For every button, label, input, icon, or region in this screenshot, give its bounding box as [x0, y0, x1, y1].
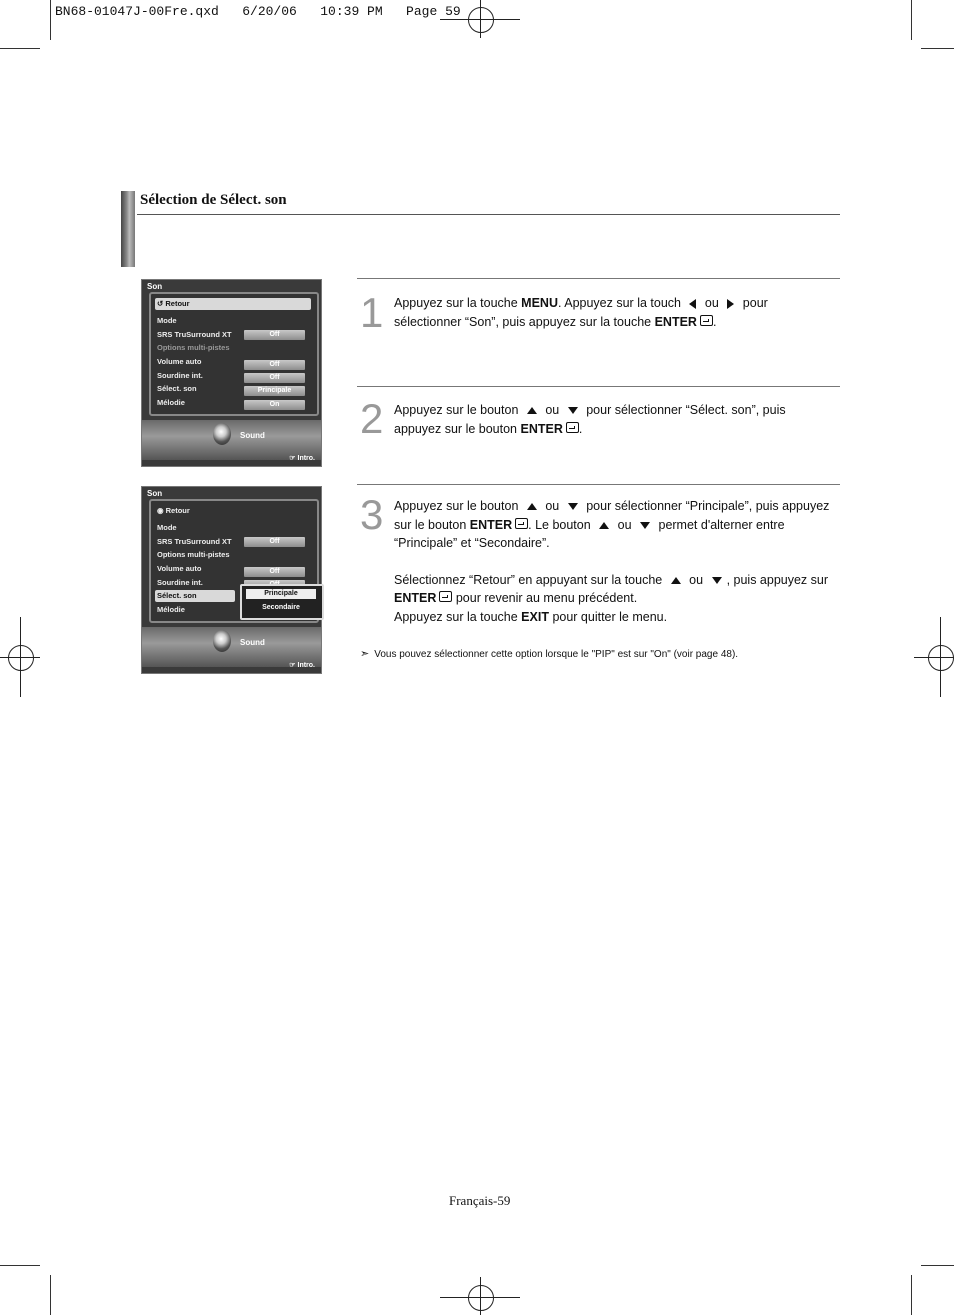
- crop-mark: [921, 48, 954, 49]
- registration-mark-icon: [928, 645, 954, 671]
- registration-line: [914, 657, 954, 658]
- step-number: 3: [360, 491, 384, 538]
- menu-item[interactable]: Options multi-pistes: [157, 550, 230, 559]
- menu-item[interactable]: SRS TruSurround XT Off: [155, 329, 311, 341]
- return-icon: ↺: [157, 299, 166, 308]
- menu-value: Off: [244, 330, 305, 340]
- registration-line: [480, 0, 481, 38]
- tv-menu-panel: [149, 292, 319, 416]
- dropdown-option-principale[interactable]: Principale: [246, 589, 316, 599]
- section-title: Sélection de Sélect. son: [140, 192, 287, 208]
- step-rule: [357, 484, 840, 485]
- crop-mark: [911, 1275, 912, 1315]
- crop-mark: [50, 1275, 51, 1315]
- step-3-paragraph: Appuyez sur la touche EXIT pour quitter le menu.: [394, 609, 668, 624]
- registration-line: [940, 617, 941, 697]
- sound-label: Sound: [240, 431, 265, 440]
- sound-label: Sound: [240, 638, 265, 647]
- step-3-text: [394, 497, 834, 626]
- intro-hint: ☞ Intro.: [289, 455, 315, 462]
- step-number: 2: [360, 395, 384, 442]
- down-arrow-icon: [712, 577, 722, 584]
- crop-mark: [0, 1265, 40, 1266]
- menu-item-selected[interactable]: Sélect. son: [155, 590, 235, 602]
- registration-line: [480, 1277, 481, 1315]
- menu-item[interactable]: Mélodie On: [155, 397, 311, 409]
- up-arrow-icon: [599, 522, 609, 529]
- registration-line: [20, 617, 21, 697]
- menu-value: Principale: [244, 386, 305, 396]
- menu-item-retour[interactable]: ↺ Retour: [155, 298, 311, 310]
- step-rule: [357, 386, 840, 387]
- down-arrow-icon: [568, 407, 578, 414]
- page-number: Français-59: [449, 1193, 511, 1208]
- crop-mark: [921, 1265, 954, 1266]
- dropdown-option-secondaire[interactable]: Secondaire: [262, 604, 300, 611]
- step-2-text: Appuyez sur le bouton ou pour sélectionner “Sélect. son”, puis appuyez sur le bouton ENTER .: [394, 403, 786, 436]
- left-arrow-icon: [689, 299, 696, 309]
- menu-value: Off: [244, 373, 305, 383]
- note-arrow-icon: ➣: [360, 648, 370, 660]
- menu-item-retour[interactable]: ◉ Retour: [157, 506, 190, 515]
- down-arrow-icon: [640, 522, 650, 529]
- crop-mark: [0, 48, 40, 49]
- right-arrow-icon: [727, 299, 734, 309]
- select-son-dropdown[interactable]: [240, 584, 324, 620]
- menu-item[interactable]: Mélodie: [157, 605, 185, 614]
- menu-item[interactable]: SRS TruSurround XT Off: [155, 536, 311, 548]
- up-arrow-icon: [527, 503, 537, 510]
- menu-item[interactable]: Volume auto Off: [155, 356, 311, 368]
- intro-hint: ☞ Intro.: [289, 662, 315, 669]
- menu-item[interactable]: Sélect. son Principale: [155, 383, 311, 395]
- step-3-paragraph: Appuyez sur le bouton ou pour sélectionner “Principale”, puis appuyez sur le bouton ENTER . Le bouton ou permet d'alterner entre “Principale” et “Secondaire”.: [394, 499, 830, 550]
- menu-item[interactable]: Mode: [157, 523, 177, 532]
- crop-mark: [50, 0, 51, 40]
- menu-value: Off: [244, 537, 305, 547]
- menu-item[interactable]: Sourdine int.: [155, 577, 311, 589]
- note: ➣ Vous pouvez sélectionner cette option lorsque le "PIP" est sur "On" (voir page 48).: [360, 648, 739, 660]
- down-arrow-icon: [568, 503, 578, 510]
- up-arrow-icon: [527, 407, 537, 414]
- enter-icon: [700, 315, 713, 326]
- enter-icon: ☞: [289, 662, 298, 669]
- print-slug: BN68-01047J-00Fre.qxd 6/20/06 10:39 PM Page 59: [55, 4, 461, 19]
- registration-mark-icon: [468, 7, 494, 33]
- up-arrow-icon: [671, 577, 681, 584]
- crop-mark: [911, 0, 912, 40]
- speaker-icon: [213, 630, 231, 652]
- tv-menu-panel: [149, 499, 319, 623]
- step-number: 1: [360, 289, 384, 336]
- registration-mark-icon: [8, 645, 34, 671]
- menu-item[interactable]: Sourdine int. Off: [155, 370, 311, 382]
- enter-icon: [515, 518, 528, 529]
- title-rule: [137, 214, 840, 215]
- return-icon: ◉: [157, 506, 166, 515]
- step-rule: [357, 278, 840, 279]
- tv-menu-screen-2: [141, 486, 322, 674]
- menu-item[interactable]: Mode: [157, 316, 177, 325]
- enter-icon: [566, 422, 579, 433]
- speaker-icon: [213, 423, 231, 445]
- menu-value: On: [244, 400, 305, 410]
- menu-value: Off: [244, 567, 305, 577]
- tv-menu-header: Son: [147, 489, 163, 498]
- section-bar: [121, 191, 135, 267]
- step-3-paragraph: Sélectionnez “Retour” en appuyant sur la touche ou , puis appuyez sur ENTER pour revenir au menu précédent.: [394, 572, 829, 605]
- menu-item: Options multi-pistes: [157, 343, 230, 352]
- step-1-text: Appuyez sur la touche MENU. Appuyez sur la touch ou pour sélectionner “Son”, puis appuyez sur la touche ENTER .: [394, 296, 768, 329]
- menu-value: Off: [244, 360, 305, 370]
- tv-menu-header: Son: [147, 282, 163, 291]
- enter-icon: [439, 591, 452, 602]
- enter-icon: ☞: [289, 455, 298, 462]
- registration-mark-icon: [468, 1285, 494, 1311]
- tv-menu-screen-1: [141, 279, 322, 467]
- menu-item[interactable]: Volume auto Off: [155, 563, 311, 575]
